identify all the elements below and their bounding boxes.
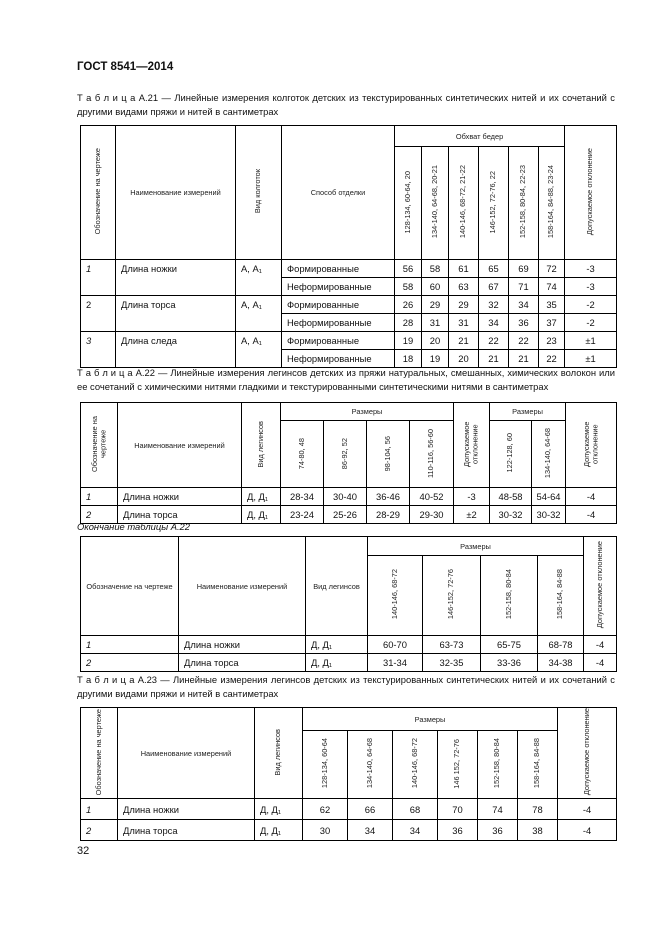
deviation-cell: -2	[565, 314, 617, 332]
header-sizes-group: Размеры	[303, 708, 558, 731]
table-a21-caption: Т а б л и ц а А.21 — Линейные измерения колготок детских из текстурированных синтетических нитей и их сочетаний с другими видами пряжи и нитей в сантиметрах	[77, 92, 615, 117]
header-size: 158-164, 84-88	[518, 731, 558, 799]
value-cell: 48-58	[490, 488, 532, 506]
row-method: Формированные	[282, 332, 395, 350]
header-designation: Обозначение на чертеже	[81, 126, 116, 260]
row-name: Длина ножки	[118, 799, 255, 820]
value-cell: 34	[393, 820, 438, 841]
row-method: Неформированные	[282, 350, 395, 368]
value-cell: 34	[348, 820, 393, 841]
header-type: Вид легинсов	[242, 403, 281, 488]
header-size: 128-134, 60-64, 20	[395, 147, 422, 260]
value-cell: 20	[422, 332, 449, 350]
value-cell: 62	[303, 799, 348, 820]
header-designation: Обозначение на чертеже	[81, 537, 179, 636]
row-name: Длина торса	[118, 820, 255, 841]
header-name: Наименование измерений	[179, 537, 306, 636]
value-cell: 60-70	[368, 636, 423, 654]
value-cell: 32-35	[423, 654, 481, 672]
row-type: Д, Д₁	[242, 506, 281, 524]
header-size: 152-158, 80-84	[478, 731, 518, 799]
table-row	[81, 799, 617, 820]
header-sizes-group: Размеры	[368, 537, 584, 556]
value-cell: 78	[518, 799, 558, 820]
deviation-cell: -4	[558, 799, 617, 820]
deviation-cell: -3	[454, 488, 490, 506]
row-type: Д, Д₁	[306, 654, 368, 672]
value-cell: 70	[438, 799, 478, 820]
value-cell: 30-32	[490, 506, 532, 524]
value-cell: 34	[479, 314, 509, 332]
value-cell: 22	[509, 332, 539, 350]
row-code: 2	[81, 506, 118, 524]
table-row	[81, 350, 617, 368]
table-a22-caption: Т а б л и ц а А.22 — Линейные измерения легинсов детских из пряжи натуральных, смешанных, химических волокон или ее сочетаний с химическими нитями гладкими и текстурированными синтетическими нитями в сантиметрах	[77, 367, 615, 392]
table-row	[81, 654, 617, 672]
header-deviation: Допускаемое отклонение	[566, 403, 617, 488]
table-row	[81, 278, 617, 296]
header-size: 134-140, 64-68, 20-21	[422, 147, 449, 260]
value-cell: 36	[478, 820, 518, 841]
header-designation: Обозначение на чертеже	[81, 708, 118, 799]
row-method: Неформированные	[282, 278, 395, 296]
row-type: Д, Д₁	[255, 799, 303, 820]
table-row	[81, 296, 617, 314]
header-size: 98-104, 56	[367, 421, 410, 488]
value-cell: 58	[422, 260, 449, 278]
value-cell: 29	[449, 296, 479, 314]
header-deviation: Допускаемое отклонение	[565, 126, 617, 260]
value-cell: 68-78	[538, 636, 584, 654]
header-type: Вид легинсов	[255, 708, 303, 799]
value-cell: 31-34	[368, 654, 423, 672]
value-cell: 67	[479, 278, 509, 296]
deviation-cell: -4	[584, 636, 617, 654]
row-name: Длина ножки	[179, 636, 306, 654]
header-size: 134-140, 64-68	[348, 731, 393, 799]
row-name: Длина ножки	[118, 488, 242, 506]
row-type: А, А₁	[236, 332, 282, 350]
row-name: Длина торса	[116, 296, 236, 314]
value-cell: 28-29	[367, 506, 410, 524]
value-cell: 36	[509, 314, 539, 332]
value-cell: 69	[509, 260, 539, 278]
value-cell: 23-24	[281, 506, 324, 524]
header-size: 140-146, 68-72, 21-22	[449, 147, 479, 260]
deviation-cell: -4	[566, 488, 617, 506]
value-cell: 74	[539, 278, 565, 296]
value-cell: 26	[395, 296, 422, 314]
table-row	[81, 314, 617, 332]
row-type: А, А₁	[236, 260, 282, 278]
value-cell: 60	[422, 278, 449, 296]
value-cell: 54-64	[532, 488, 566, 506]
header-size: 134-140, 64-68	[532, 421, 566, 488]
value-cell: 37	[539, 314, 565, 332]
row-method: Неформированные	[282, 314, 395, 332]
header-name: Наименование измерений	[118, 708, 255, 799]
row-method: Формированные	[282, 260, 395, 278]
table-row	[81, 820, 617, 841]
value-cell: 30-32	[532, 506, 566, 524]
value-cell: 61	[449, 260, 479, 278]
value-cell: 28-34	[281, 488, 324, 506]
header-size: 146-152, 72-76	[423, 556, 481, 636]
deviation-cell: ±1	[565, 350, 617, 368]
value-cell: 25-26	[324, 506, 367, 524]
row-type: А, А₁	[236, 296, 282, 314]
value-cell: 31	[449, 314, 479, 332]
value-cell: 30-40	[324, 488, 367, 506]
value-cell: 63	[449, 278, 479, 296]
value-cell: 32	[479, 296, 509, 314]
header-sizes-group: Размеры	[490, 403, 566, 421]
value-cell: 65-75	[481, 636, 538, 654]
table-a23-caption: Т а б л и ц а А.23 — Линейные измерения легинсов детских из текстурированных синтетических нитей и их сочетаний с другими видами пряжи и нитей в сантиметрах	[77, 674, 615, 699]
deviation-cell: ±2	[454, 506, 490, 524]
header-deviation: Допускаемое отклонение	[584, 537, 617, 636]
value-cell: 38	[518, 820, 558, 841]
header-size: 146-152, 72-76, 22	[479, 147, 509, 260]
value-cell: 21	[449, 332, 479, 350]
table-a22-end	[80, 536, 617, 672]
header-name: Наименование измерений	[118, 403, 242, 488]
table-a22-continuation-caption: Окончание таблицы А.22	[77, 521, 190, 532]
value-cell: 31	[422, 314, 449, 332]
value-cell: 19	[422, 350, 449, 368]
row-name: Длина ножки	[116, 260, 236, 278]
value-cell: 56	[395, 260, 422, 278]
row-code: 2	[81, 296, 116, 314]
value-cell: 71	[509, 278, 539, 296]
deviation-cell: -2	[565, 296, 617, 314]
page-number: 32	[77, 845, 90, 857]
header-size: 140-146, 68-72	[368, 556, 423, 636]
value-cell: 28	[395, 314, 422, 332]
value-cell: 18	[395, 350, 422, 368]
row-type: Д, Д₁	[242, 488, 281, 506]
header-size: 152-158, 80-84	[481, 556, 538, 636]
header-size: 158-164, 84-88	[538, 556, 584, 636]
value-cell: 36	[438, 820, 478, 841]
deviation-cell: ±1	[565, 332, 617, 350]
value-cell: 65	[479, 260, 509, 278]
value-cell: 34	[509, 296, 539, 314]
header-size: 110-116, 56-60	[410, 421, 454, 488]
header-deviation: Допускаемое отклонение	[454, 403, 490, 488]
value-cell: 72	[539, 260, 565, 278]
row-name: Длина торса	[118, 506, 242, 524]
row-code: 1	[81, 488, 118, 506]
value-cell: 29-30	[410, 506, 454, 524]
value-cell: 22	[539, 350, 565, 368]
table-a22	[80, 402, 617, 524]
deviation-cell: -4	[558, 820, 617, 841]
row-code: 1	[81, 636, 179, 654]
header-size: 152-158, 80-84, 22-23	[509, 147, 539, 260]
row-type: Д, Д₁	[255, 820, 303, 841]
deviation-cell: -4	[566, 506, 617, 524]
value-cell: 29	[422, 296, 449, 314]
row-code: 1	[81, 799, 118, 820]
row-name: Длина торса	[179, 654, 306, 672]
row-method: Формированные	[282, 296, 395, 314]
document-header: ГОСТ 8541—2014	[77, 61, 174, 73]
table-row	[81, 332, 617, 350]
header-deviation: Допускаемое отклонение	[558, 708, 617, 799]
value-cell: 21	[509, 350, 539, 368]
value-cell: 22	[479, 332, 509, 350]
value-cell: 58	[395, 278, 422, 296]
header-hip-girth: Обхват бедер	[395, 126, 565, 147]
header-sizes-group: Размеры	[281, 403, 454, 421]
header-size: 158-164, 84-88, 23-24	[539, 147, 565, 260]
row-code: 2	[81, 654, 179, 672]
value-cell: 68	[393, 799, 438, 820]
value-cell: 23	[539, 332, 565, 350]
header-type: Вид колготок	[236, 126, 282, 260]
table-a23	[80, 707, 617, 841]
deviation-cell: -4	[584, 654, 617, 672]
value-cell: 36-46	[367, 488, 410, 506]
value-cell: 33-36	[481, 654, 538, 672]
table-a21	[80, 125, 617, 368]
value-cell: 19	[395, 332, 422, 350]
table-row	[81, 488, 617, 506]
value-cell: 40-52	[410, 488, 454, 506]
header-size: 146 152, 72-76	[438, 731, 478, 799]
header-size: 86-92, 52	[324, 421, 367, 488]
row-name: Длина следа	[116, 332, 236, 350]
header-size: 140-146, 68-72	[393, 731, 438, 799]
row-type: Д, Д₁	[306, 636, 368, 654]
table-row	[81, 260, 617, 278]
header-name: Наименование измерений	[116, 126, 236, 260]
header-size: 122-128, 60	[490, 421, 532, 488]
row-code: 2	[81, 820, 118, 841]
value-cell: 30	[303, 820, 348, 841]
value-cell: 74	[478, 799, 518, 820]
row-code: 3	[81, 332, 116, 350]
value-cell: 63-73	[423, 636, 481, 654]
header-type: Вид легинсов	[306, 537, 368, 636]
header-method: Способ отделки	[282, 126, 395, 260]
deviation-cell: -3	[565, 260, 617, 278]
header-size: 74-80, 48	[281, 421, 324, 488]
row-code: 1	[81, 260, 116, 278]
table-row	[81, 636, 617, 654]
value-cell: 21	[479, 350, 509, 368]
header-designation: Обозначение на чертеже	[81, 403, 118, 488]
value-cell: 34-38	[538, 654, 584, 672]
header-size: 128-134, 60-64	[303, 731, 348, 799]
deviation-cell: -3	[565, 278, 617, 296]
value-cell: 20	[449, 350, 479, 368]
value-cell: 35	[539, 296, 565, 314]
value-cell: 66	[348, 799, 393, 820]
